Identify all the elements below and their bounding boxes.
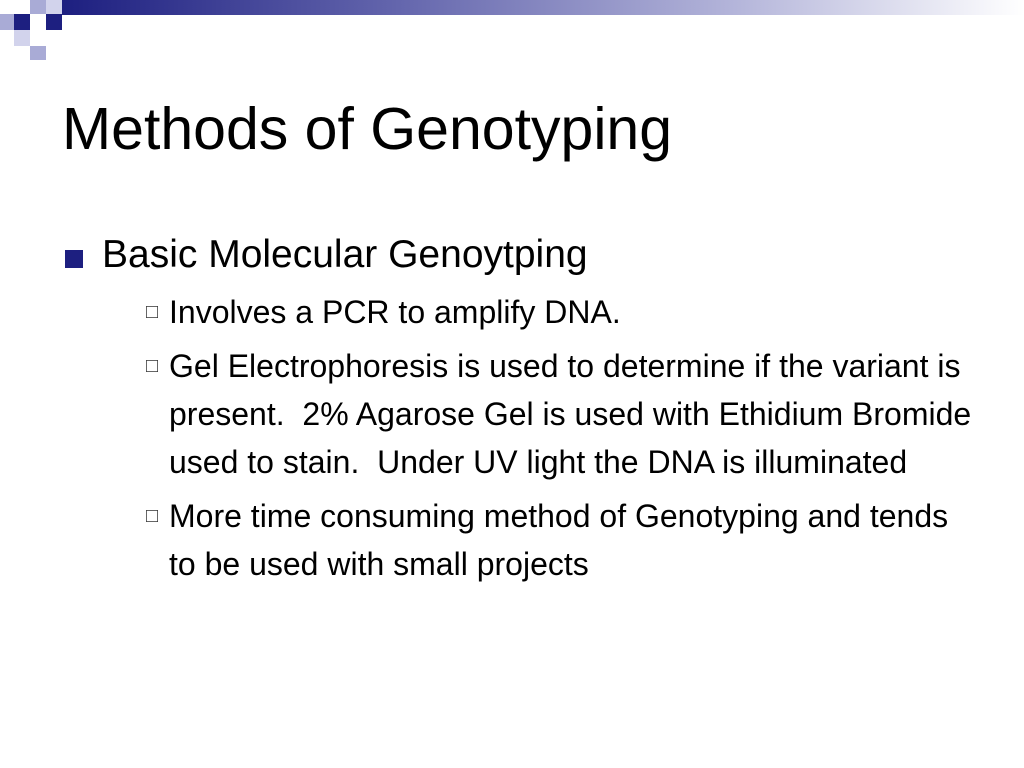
hollow-square-bullet-icon: □: [146, 355, 159, 377]
bullet-level2-text: Involves a PCR to amplify DNA.: [169, 294, 621, 330]
decor-square-navy: [14, 14, 30, 30]
bullet-level2: [146, 492, 982, 588]
filled-square-bullet-icon: [65, 250, 83, 268]
decor-square-navy: [46, 14, 62, 30]
hollow-square-bullet-icon: □: [146, 505, 159, 527]
bullet-level2: [146, 288, 982, 336]
decor-square-light: [30, 0, 46, 14]
decor-square-light: [30, 46, 46, 60]
header-gradient-bar: [62, 0, 1024, 15]
hollow-square-bullet-icon: □: [146, 301, 159, 323]
bullet-level2-text: Gel Electrophoresis is used to determine if the variant is present. 2% Agarose Gel is used with Ethidium Bromide used to stain. Under UV light the DNA is illuminated: [169, 348, 981, 480]
decor-square-pale: [46, 0, 62, 14]
bullet-level2-text: More time consuming method of Genotyping and tends to be used with small projects: [169, 498, 949, 582]
slide-body: [62, 230, 982, 594]
bullet-level2: [146, 342, 982, 486]
bullet-level1-text: Basic Molecular Genoytping: [102, 233, 588, 276]
decor-square-light: [0, 14, 14, 30]
bullet-level1: [62, 230, 982, 280]
decor-square-pale: [14, 30, 30, 46]
slide-title: Methods of Genotyping: [62, 96, 673, 162]
